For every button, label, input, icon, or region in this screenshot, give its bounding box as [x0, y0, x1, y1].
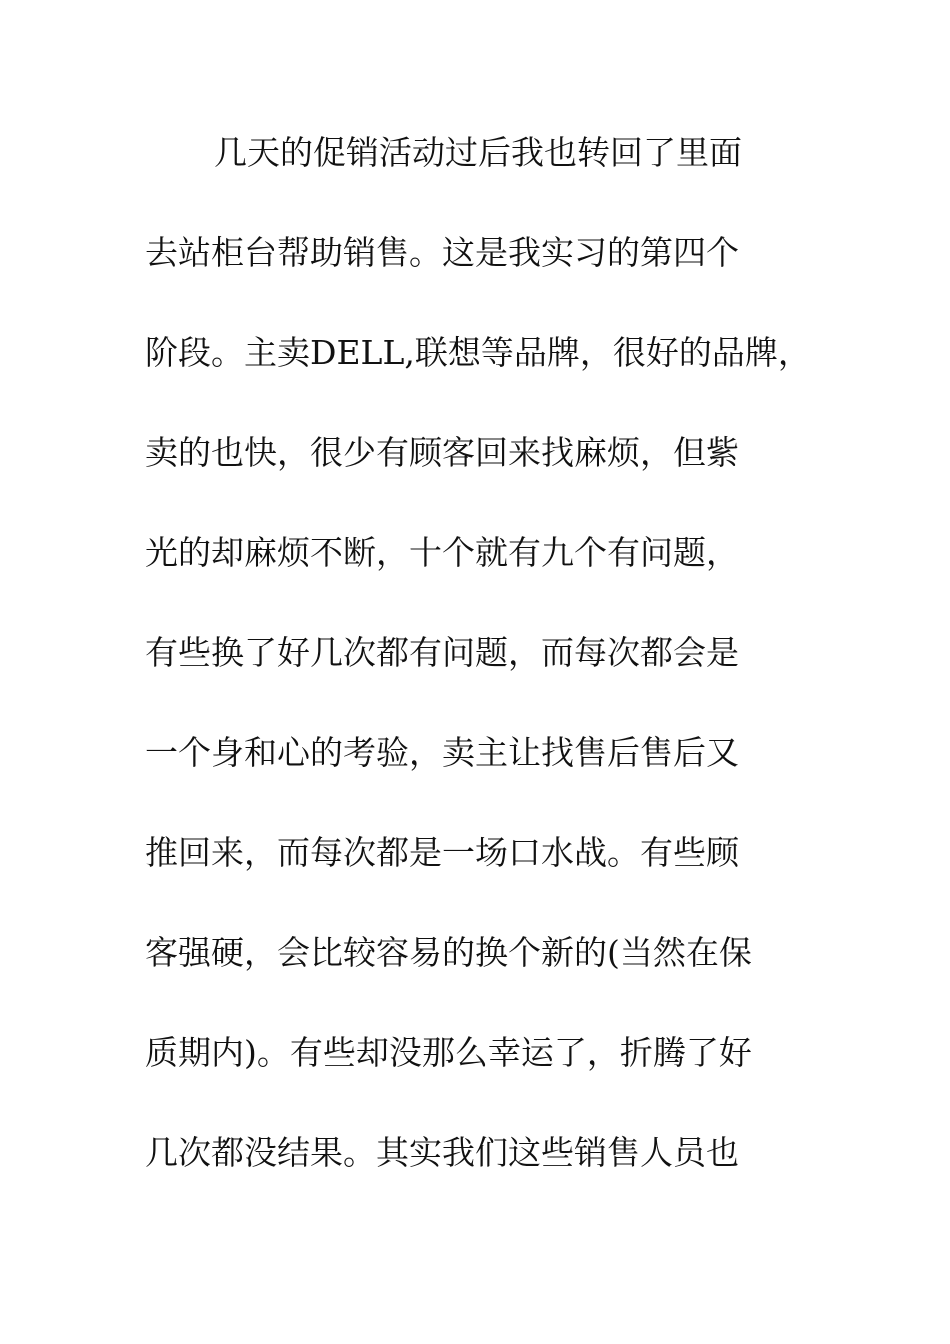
paragraph-line-1: 几天的促销活动过后我也转回了里面 [214, 133, 742, 172]
paragraph-line-10: 质期内)。有些却没那么幸运了，折腾了好 [145, 1033, 752, 1072]
paragraph-line-11: 几次都没结果。其实我们这些销售人员也 [145, 1133, 739, 1172]
paragraph-line-4: 卖的也快，很少有顾客回来找麻烦，但紫 [145, 433, 739, 472]
paragraph-line-3: 阶段。主卖DELL,联想等品牌，很好的品牌， [145, 333, 811, 372]
paragraph-line-5: 光的却麻烦不断，十个就有九个有问题， [145, 533, 739, 572]
paragraph-line-8: 推回来，而每次都是一场口水战。有些顾 [145, 833, 739, 872]
paragraph-line-9: 客强硬，会比较容易的换个新的(当然在保 [145, 933, 752, 972]
paragraph-line-2: 去站柜台帮助销售。这是我实习的第四个 [145, 233, 739, 272]
paragraph-line-7: 一个身和心的考验，卖主让找售后售后又 [145, 733, 739, 772]
paragraph-line-6: 有些换了好几次都有问题，而每次都会是 [145, 633, 739, 672]
